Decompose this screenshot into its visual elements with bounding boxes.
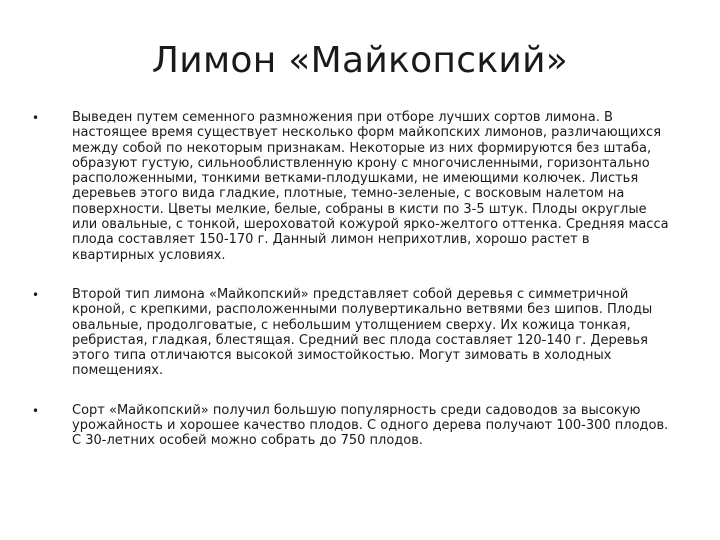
bullet-list xyxy=(30,110,670,473)
bullet-item xyxy=(30,403,670,449)
bullet-text: Второй тип лимона «Майкопский» представляет собой деревья с симметричной кроной, с крепкими, расположенными полувертикально ветвями без шипов. Плоды овальные, продолговатые, с небольшим утолщением сверху. Их кожица тонкая, ребристая, гладкая, блестящая. Средний вес плода составляет 120-140 г. Деревья этого типа отличаются высокой зимостойкостью. Могут зимовать в холодных помещениях. xyxy=(72,286,653,379)
bullet-text: Сорт «Майкопский» получил большую популярность среди садоводов за высокую урожайность и хорошее качество плодов. С одного дерева получают 100-300 плодов. С 30-летних особей можно собрать до 750 плодов. xyxy=(72,402,669,449)
bullet-marker: • xyxy=(32,111,40,125)
slide-title: Лимон «Майкопский» xyxy=(151,40,569,81)
bullet-marker: • xyxy=(32,287,40,302)
bullet-item xyxy=(30,287,670,379)
bullet-marker: • xyxy=(32,403,40,418)
bullet-item xyxy=(30,110,670,263)
bullet-text: Выведен путем семенного размножения при отборе лучших сортов лимона. В настоящее время существует несколько форм майкопских лимонов, различающихся между собой по некоторым признакам. Некоторые из них формируются без штаба, образуют густую, сильнооблиствленную крону с многочисленными, горизонтально расположенными, тонкими ветками-плодушками, не имеющими колючек. Листья деревьев этого вида гладкие, плотные, темно-зеленые, с восковым налетом на поверхности. Цветы мелкие, белые, собраны в кисти по 3-5 штук. Плоды округлые или овальные, с тонкой, шероховатой кожурой ярко-желтого оттенка. Средняя масса плода составляет 150-170 г. Данный лимон неприхотлив, хорошо растет в квартирных условиях. xyxy=(72,110,669,263)
